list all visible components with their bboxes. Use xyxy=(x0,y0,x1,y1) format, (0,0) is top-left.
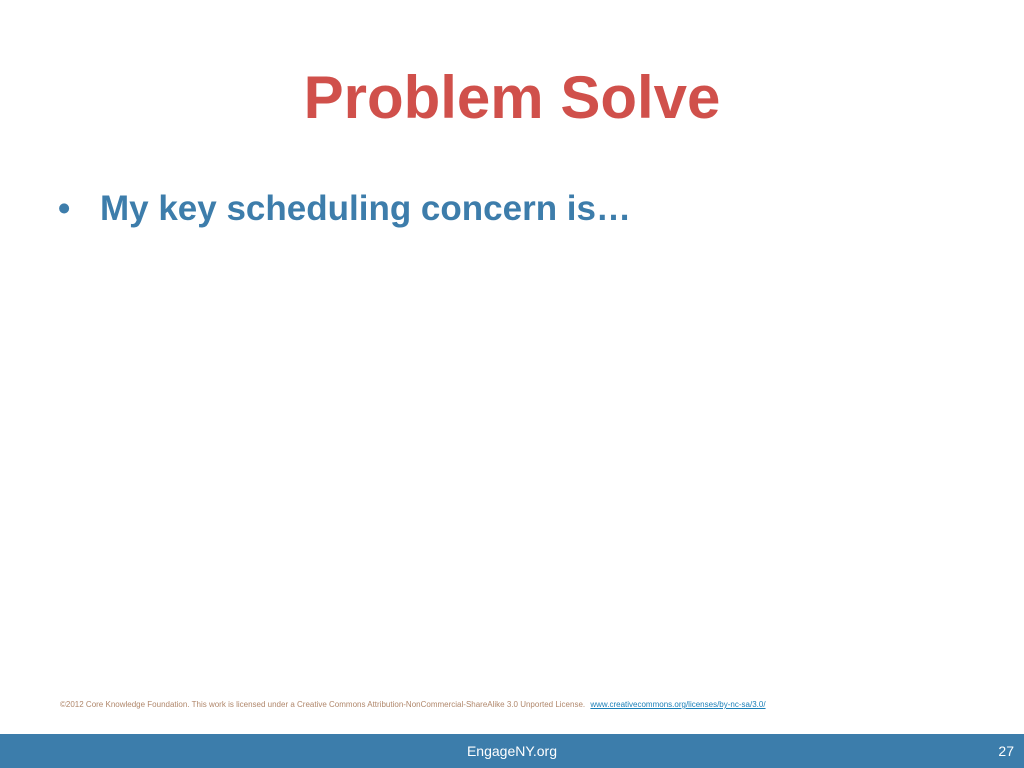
footer-bar xyxy=(0,734,1024,768)
footer-site-name: EngageNY.org xyxy=(466,743,558,759)
bullet-list xyxy=(58,186,958,232)
slide-title: Problem Solve xyxy=(303,64,721,131)
bullet-marker: • xyxy=(58,189,71,228)
license-notice xyxy=(60,699,960,710)
bullet-item xyxy=(58,186,958,232)
bullet-text: My key scheduling concern is… xyxy=(100,189,631,228)
license-text: ©2012 Core Knowledge Foundation. This work is licensed under a Creative Commons Attribution-NonCommercial-ShareAlike 3.0 Unported License. xyxy=(60,700,586,709)
page-number: 27 xyxy=(998,743,1014,759)
license-link[interactable]: www.creativecommons.org/licenses/by-nc-sa/3.0/ xyxy=(590,700,766,709)
